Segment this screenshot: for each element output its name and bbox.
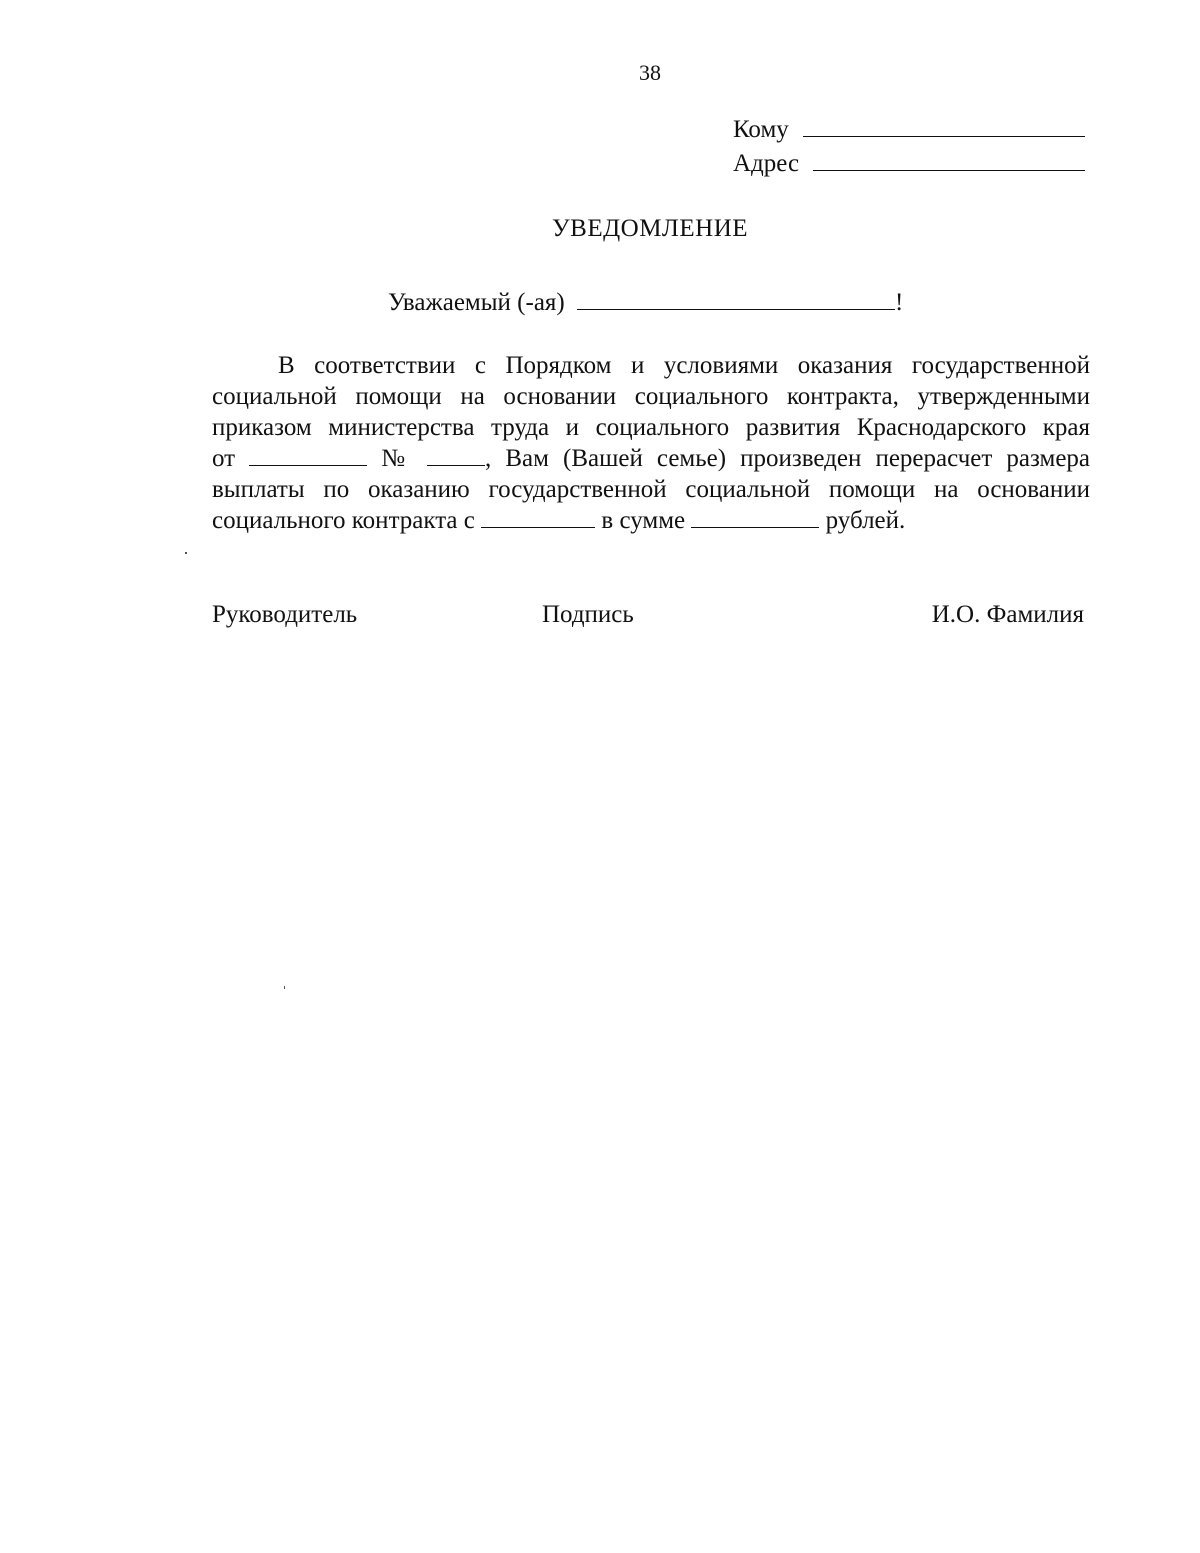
body-line-2: социальной помощи на основании социального контракта, утвержденными	[212, 383, 1090, 410]
order-date-blank	[249, 443, 367, 466]
body-line-4-from: от	[212, 445, 236, 472]
greeting-line	[388, 283, 903, 320]
body-line-6-rubles: рублей.	[825, 507, 906, 534]
body-line-6-contract: социального контракта с	[212, 507, 475, 534]
body-line-4	[212, 443, 1090, 474]
recalc-date-blank	[481, 505, 595, 528]
body-line-5: выплаты по оказанию государственной социальной помощи на основании	[212, 476, 1090, 503]
greeting-name-blank	[577, 283, 895, 310]
notice-body	[212, 350, 1090, 536]
order-number-blank	[427, 443, 485, 466]
body-line-4-number-sign: №	[381, 445, 413, 472]
document-title: УВЕДОМЛЕНИЕ	[551, 215, 749, 242]
greeting-suffix: !	[894, 289, 904, 316]
signature-row	[212, 598, 1084, 632]
body-line-1: В соответствии с Порядком и условиями оказания государственной	[278, 352, 1090, 379]
scan-speck	[284, 986, 285, 989]
greeting-prefix: Уважаемый (-ая)	[388, 289, 565, 316]
recipient-address-blank	[813, 144, 1085, 171]
scan-speck	[185, 552, 187, 554]
recipient-to-label: Кому	[733, 116, 789, 143]
recipient-address-row	[733, 144, 1133, 178]
body-line-4-rest: , Вам (Вашей семье) произведен перерасчет размера	[485, 445, 1091, 472]
recipient-address-label: Адрес	[733, 150, 800, 177]
signature-name: И.О. Фамилия	[931, 601, 1084, 628]
body-line-6	[212, 505, 1090, 536]
recipient-to-blank	[803, 110, 1085, 137]
body-line-3: приказом министерства труда и социального развития Краснодарского края	[212, 414, 1090, 441]
recipient-to-row	[733, 110, 1133, 144]
signature-position: Руководитель	[212, 601, 358, 628]
body-line-6-sum: в сумме	[601, 507, 686, 534]
signature-sign: Подпись	[542, 601, 634, 628]
recipient-block	[733, 110, 1133, 178]
recalc-amount-blank	[691, 505, 819, 528]
page-number: 38	[639, 60, 661, 85]
